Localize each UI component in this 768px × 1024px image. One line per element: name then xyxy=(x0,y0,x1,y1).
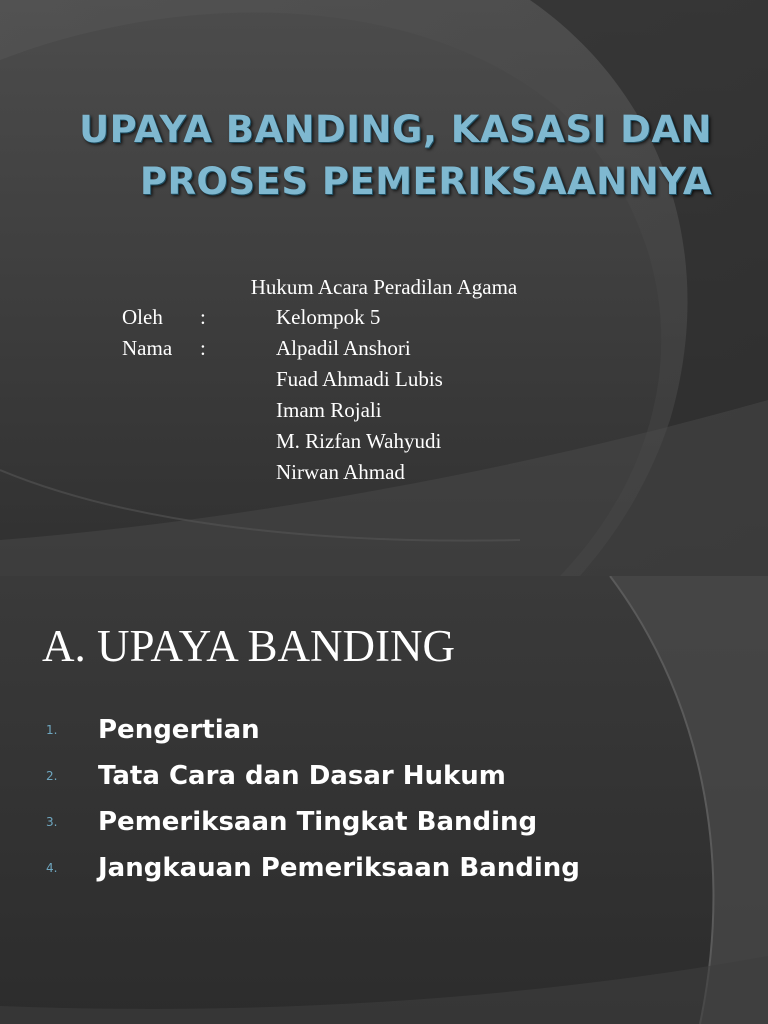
list-number: 4. xyxy=(46,861,58,875)
title-line: PROSES PEMERIKSAANNYA xyxy=(139,160,712,203)
title-line: UPAYA BANDING, KASASI DAN xyxy=(79,108,712,151)
list-number: 3. xyxy=(46,815,58,829)
topic-list xyxy=(46,710,726,894)
list-number: 2. xyxy=(46,769,58,783)
oleh-label: Oleh xyxy=(122,305,163,329)
list-item xyxy=(46,710,726,756)
member-name: Fuad Ahmadi Lubis xyxy=(276,367,443,391)
course-subtitle: Hukum Acara Peradilan Agama xyxy=(250,275,518,299)
list-text: Pemeriksaan Tingkat Banding xyxy=(98,807,538,837)
list-item xyxy=(46,848,726,894)
list-text: Pengertian xyxy=(98,715,260,745)
list-number: 1. xyxy=(46,723,58,737)
member-name: Alpadil Anshori xyxy=(276,336,411,360)
list-text: Tata Cara dan Dasar Hukum xyxy=(98,761,506,791)
content-slide xyxy=(0,576,768,1024)
list-item xyxy=(46,802,726,848)
slide-title xyxy=(60,104,712,208)
nama-label: Nama xyxy=(122,336,173,360)
member-name: Imam Rojali xyxy=(276,398,382,422)
group-name: Kelompok 5 xyxy=(276,305,381,329)
section-heading: A. UPAYA BANDING xyxy=(42,621,456,671)
oleh-colon: : xyxy=(200,305,206,329)
nama-colon: : xyxy=(200,336,206,360)
member-name: M. Rizfan Wahyudi xyxy=(276,429,442,453)
list-item xyxy=(46,756,726,802)
list-text: Jangkauan Pemeriksaan Banding xyxy=(98,853,580,883)
member-name: Nirwan Ahmad xyxy=(276,460,405,484)
